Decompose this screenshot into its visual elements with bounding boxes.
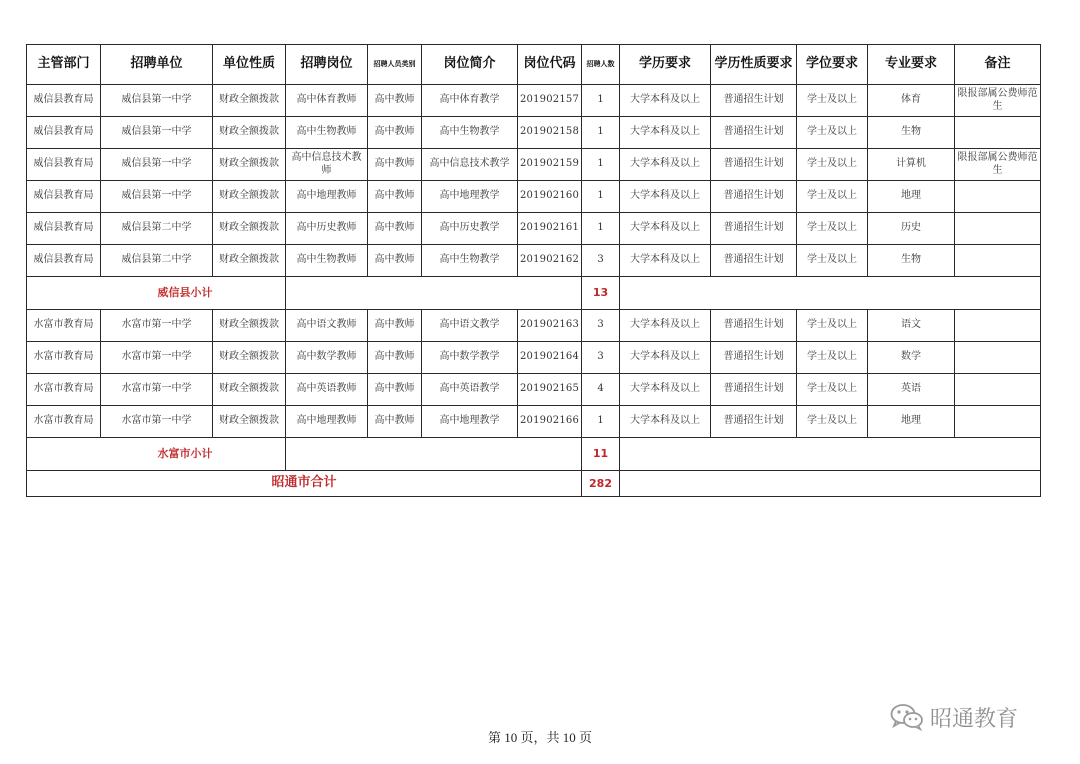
header-cell: 学位要求 [797, 45, 868, 85]
table-row [27, 117, 1041, 149]
header-cell: 招聘人员类别 [368, 45, 422, 85]
table-row [27, 213, 1041, 245]
unit-cell: 水富市第一中学 [101, 342, 213, 374]
category-cell: 高中教师 [368, 117, 422, 149]
nature-cell: 财政全额拨款 [213, 85, 286, 117]
unit-cell: 威信县第一中学 [101, 149, 213, 181]
unit-cell: 水富市第一中学 [101, 406, 213, 438]
intro-cell: 高中历史教学 [422, 213, 518, 245]
header-cell: 学历性质要求 [711, 45, 797, 85]
intro-cell: 高中英语教学 [422, 374, 518, 406]
note-cell [955, 213, 1041, 245]
note-cell [955, 406, 1041, 438]
code-cell: 201902162 [518, 245, 582, 277]
empty-cell [620, 277, 1041, 310]
table-row [27, 310, 1041, 342]
header-cell: 单位性质 [213, 45, 286, 85]
nature-cell: 财政全额拨款 [213, 245, 286, 277]
unit-cell: 威信县第二中学 [101, 213, 213, 245]
intro-cell: 高中生物教学 [422, 245, 518, 277]
table-row [27, 406, 1041, 438]
degree-cell: 学士及以上 [797, 149, 868, 181]
note-cell [955, 310, 1041, 342]
table-row [27, 374, 1041, 406]
note-cell: 限报部属公费师范生 [955, 85, 1041, 117]
table-row [27, 181, 1041, 213]
recruitment-table [26, 44, 1041, 497]
nature-cell: 财政全额拨款 [213, 117, 286, 149]
unit-cell: 水富市第一中学 [101, 374, 213, 406]
empty-cell [286, 277, 582, 310]
note-cell [955, 342, 1041, 374]
grand-total-row [27, 471, 1041, 497]
edu-nature-cell: 普通招生计划 [711, 245, 797, 277]
dept-cell: 威信县教育局 [27, 85, 101, 117]
header-cell: 主管部门 [27, 45, 101, 85]
subtotal-label: 水富市小计 [27, 438, 286, 471]
post-cell: 高中信息技术教师 [286, 149, 368, 181]
count-cell: 1 [582, 149, 620, 181]
empty-cell [620, 438, 1041, 471]
post-cell: 高中生物教师 [286, 245, 368, 277]
major-cell: 数学 [868, 342, 955, 374]
code-cell: 201902166 [518, 406, 582, 438]
dept-cell: 威信县教育局 [27, 149, 101, 181]
header-cell: 招聘单位 [101, 45, 213, 85]
header-cell: 岗位简介 [422, 45, 518, 85]
intro-cell: 高中信息技术教学 [422, 149, 518, 181]
category-cell: 高中教师 [368, 310, 422, 342]
empty-cell [620, 471, 1041, 497]
post-cell: 高中语文教师 [286, 310, 368, 342]
nature-cell: 财政全额拨款 [213, 342, 286, 374]
nature-cell: 财政全额拨款 [213, 406, 286, 438]
post-cell: 高中体育教师 [286, 85, 368, 117]
edu-cell: 大学本科及以上 [620, 342, 711, 374]
note-cell [955, 245, 1041, 277]
post-cell: 高中地理教师 [286, 181, 368, 213]
major-cell: 历史 [868, 213, 955, 245]
post-cell: 高中生物教师 [286, 117, 368, 149]
category-cell: 高中教师 [368, 406, 422, 438]
note-cell [955, 181, 1041, 213]
code-cell: 201902159 [518, 149, 582, 181]
count-cell: 1 [582, 213, 620, 245]
note-cell [955, 117, 1041, 149]
dept-cell: 威信县教育局 [27, 213, 101, 245]
subtotal-row-shuifu [27, 438, 1041, 471]
dept-cell: 水富市教育局 [27, 374, 101, 406]
edu-nature-cell: 普通招生计划 [711, 213, 797, 245]
edu-nature-cell: 普通招生计划 [711, 406, 797, 438]
code-cell: 201902163 [518, 310, 582, 342]
edu-cell: 大学本科及以上 [620, 181, 711, 213]
edu-cell: 大学本科及以上 [620, 117, 711, 149]
header-row [27, 45, 1041, 85]
note-cell: 限报部属公费师范生 [955, 149, 1041, 181]
edu-cell: 大学本科及以上 [620, 406, 711, 438]
degree-cell: 学士及以上 [797, 85, 868, 117]
degree-cell: 学士及以上 [797, 213, 868, 245]
code-cell: 201902161 [518, 213, 582, 245]
degree-cell: 学士及以上 [797, 310, 868, 342]
header-cell: 学历要求 [620, 45, 711, 85]
major-cell: 生物 [868, 117, 955, 149]
edu-cell: 大学本科及以上 [620, 213, 711, 245]
degree-cell: 学士及以上 [797, 245, 868, 277]
code-cell: 201902160 [518, 181, 582, 213]
header-cell: 备注 [955, 45, 1041, 85]
watermark-text: 昭通教育 [930, 706, 1019, 732]
nature-cell: 财政全额拨款 [213, 374, 286, 406]
major-cell: 计算机 [868, 149, 955, 181]
edu-nature-cell: 普通招生计划 [711, 149, 797, 181]
subtotal-value: 11 [582, 438, 620, 471]
category-cell: 高中教师 [368, 149, 422, 181]
dept-cell: 水富市教育局 [27, 406, 101, 438]
intro-cell: 高中语文教学 [422, 310, 518, 342]
dept-cell: 威信县教育局 [27, 245, 101, 277]
table-row [27, 245, 1041, 277]
header-cell: 专业要求 [868, 45, 955, 85]
subtotal-label: 威信县小计 [27, 277, 286, 310]
count-cell: 1 [582, 85, 620, 117]
table-body [27, 85, 1041, 497]
header-cell: 招聘岗位 [286, 45, 368, 85]
watermark [890, 699, 1018, 735]
unit-cell: 威信县第二中学 [101, 245, 213, 277]
subtotal-row-weixin [27, 277, 1041, 310]
post-cell: 高中数学教师 [286, 342, 368, 374]
major-cell: 地理 [868, 406, 955, 438]
count-cell: 1 [582, 406, 620, 438]
edu-nature-cell: 普通招生计划 [711, 85, 797, 117]
wechat-icon [890, 703, 924, 731]
edu-cell: 大学本科及以上 [620, 245, 711, 277]
subtotal-value: 13 [582, 277, 620, 310]
nature-cell: 财政全额拨款 [213, 310, 286, 342]
table-row [27, 85, 1041, 117]
header-cell: 招聘人数 [582, 45, 620, 85]
grand-total-value: 282 [582, 471, 620, 497]
edu-nature-cell: 普通招生计划 [711, 342, 797, 374]
dept-cell: 威信县教育局 [27, 117, 101, 149]
major-cell: 语文 [868, 310, 955, 342]
edu-nature-cell: 普通招生计划 [711, 374, 797, 406]
dept-cell: 威信县教育局 [27, 181, 101, 213]
category-cell: 高中教师 [368, 85, 422, 117]
degree-cell: 学士及以上 [797, 117, 868, 149]
count-cell: 1 [582, 181, 620, 213]
edu-cell: 大学本科及以上 [620, 149, 711, 181]
degree-cell: 学士及以上 [797, 181, 868, 213]
intro-cell: 高中体育教学 [422, 85, 518, 117]
intro-cell: 高中数学教学 [422, 342, 518, 374]
count-cell: 3 [582, 342, 620, 374]
nature-cell: 财政全额拨款 [213, 149, 286, 181]
post-cell: 高中英语教师 [286, 374, 368, 406]
major-cell: 英语 [868, 374, 955, 406]
edu-nature-cell: 普通招生计划 [711, 310, 797, 342]
category-cell: 高中教师 [368, 213, 422, 245]
edu-nature-cell: 普通招生计划 [711, 181, 797, 213]
dept-cell: 水富市教育局 [27, 310, 101, 342]
dept-cell: 水富市教育局 [27, 342, 101, 374]
count-cell: 1 [582, 117, 620, 149]
major-cell: 地理 [868, 181, 955, 213]
post-cell: 高中地理教师 [286, 406, 368, 438]
table-row [27, 149, 1041, 181]
nature-cell: 财政全额拨款 [213, 181, 286, 213]
code-cell: 201902157 [518, 85, 582, 117]
major-cell: 生物 [868, 245, 955, 277]
table-row [27, 342, 1041, 374]
category-cell: 高中教师 [368, 181, 422, 213]
post-cell: 高中历史教师 [286, 213, 368, 245]
header-cell: 岗位代码 [518, 45, 582, 85]
grand-total-label: 昭通市合计 [27, 471, 582, 497]
edu-cell: 大学本科及以上 [620, 310, 711, 342]
major-cell: 体育 [868, 85, 955, 117]
edu-nature-cell: 普通招生计划 [711, 117, 797, 149]
category-cell: 高中教师 [368, 342, 422, 374]
unit-cell: 威信县第一中学 [101, 85, 213, 117]
edu-cell: 大学本科及以上 [620, 374, 711, 406]
unit-cell: 威信县第一中学 [101, 117, 213, 149]
code-cell: 201902164 [518, 342, 582, 374]
count-cell: 3 [582, 245, 620, 277]
note-cell [955, 374, 1041, 406]
degree-cell: 学士及以上 [797, 406, 868, 438]
code-cell: 201902158 [518, 117, 582, 149]
page-number: 第 10 页，共 10 页 [487, 730, 592, 745]
category-cell: 高中教师 [368, 374, 422, 406]
intro-cell: 高中地理教学 [422, 181, 518, 213]
count-cell: 4 [582, 374, 620, 406]
degree-cell: 学士及以上 [797, 342, 868, 374]
intro-cell: 高中地理教学 [422, 406, 518, 438]
intro-cell: 高中生物教学 [422, 117, 518, 149]
code-cell: 201902165 [518, 374, 582, 406]
degree-cell: 学士及以上 [797, 374, 868, 406]
nature-cell: 财政全额拨款 [213, 213, 286, 245]
count-cell: 3 [582, 310, 620, 342]
unit-cell: 水富市第一中学 [101, 310, 213, 342]
category-cell: 高中教师 [368, 245, 422, 277]
unit-cell: 威信县第一中学 [101, 181, 213, 213]
empty-cell [286, 438, 582, 471]
edu-cell: 大学本科及以上 [620, 85, 711, 117]
